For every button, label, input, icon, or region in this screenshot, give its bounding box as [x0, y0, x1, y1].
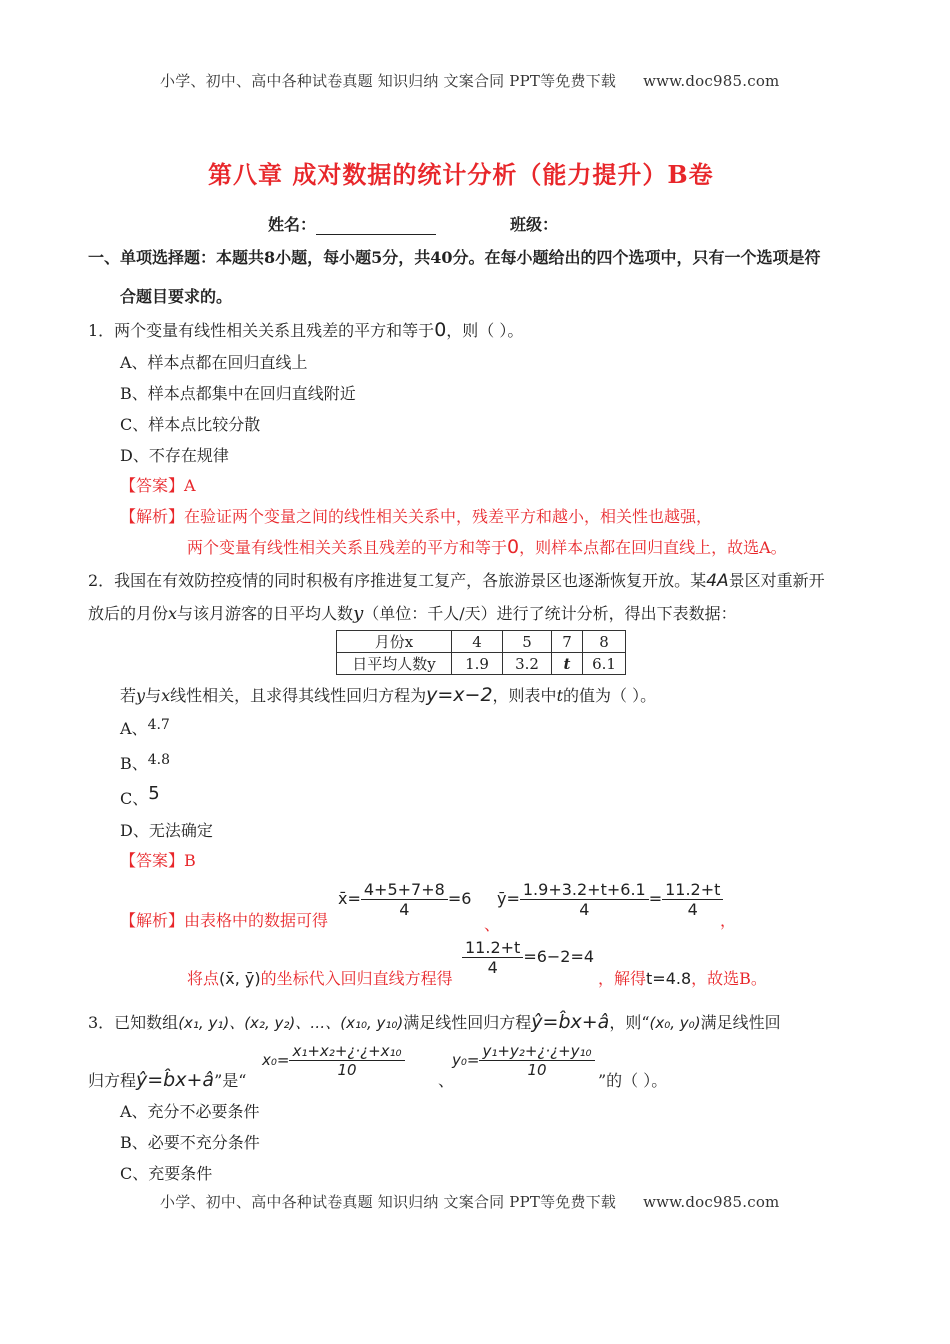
q2-option-a — [120, 716, 170, 739]
q2-xbar-formula — [338, 880, 471, 919]
page-header — [160, 70, 779, 91]
q1-answer — [120, 473, 196, 496]
q3-option-a: A、充分不必要条件 — [120, 1102, 260, 1121]
q3-line1b: 满足线性回归方程 — [403, 1013, 532, 1032]
q3-y0-num: y₁+y₂+¿·¿+y₁₀ — [479, 1042, 594, 1061]
page-footer — [160, 1191, 779, 1212]
q3-line1d: 满足线性回 — [700, 1013, 781, 1032]
q2-sub-num: 11.2+t — [462, 938, 523, 958]
q3-point0: (x₀, y₀) — [649, 1014, 701, 1032]
q2-sub-c: ，解得 — [598, 969, 647, 988]
q3-stem-end: ”的（ ）。 — [598, 1071, 668, 1090]
q2-option-d-value: 无法确定 — [148, 821, 213, 840]
table-cell: 7 — [552, 631, 583, 653]
q3-y0-fraction — [479, 1042, 594, 1079]
q2-option-d — [120, 818, 213, 841]
q2-ybar-mid: = — [648, 889, 663, 908]
q2-var-y: y — [353, 603, 364, 624]
q1-analysis-line1 — [120, 504, 712, 527]
section-heading-line1: 一、单项选择题：本题共8小题，每小题5分，共40分。在每小题给出的四个选项中，只有一个选项是符 — [88, 248, 821, 267]
q1-analysis-text2a: 两个变量有线性相关关系且残差的平方和等于 — [187, 538, 508, 557]
header-text: 小学、初中、高中各种试卷真题 知识归纳 文案合同 PPT等免费下载 — [160, 72, 617, 90]
q2-sub-a: 将点 — [187, 969, 220, 988]
q2-answer — [120, 848, 196, 871]
q2-sub-t: t=4.8 — [646, 969, 692, 988]
q3-option-b: B、必要不充分条件 — [120, 1133, 260, 1152]
q3-separator: 、 — [438, 1071, 455, 1090]
table-cell: 月份x — [337, 631, 452, 653]
q2-line1c: 景区对重新开 — [728, 571, 825, 590]
q2-option-a-value: 4.7 — [147, 717, 170, 733]
q2-ybar-lhs: ȳ= — [497, 889, 520, 908]
table-cell: 1.9 — [452, 653, 503, 675]
q2-substitution-c — [598, 966, 767, 989]
table-cell: t — [552, 653, 583, 675]
q2-analysis-label: 【解析】 — [120, 911, 185, 930]
q2-xbar-rhs: =6 — [447, 889, 472, 908]
q1-zero: 0 — [434, 319, 447, 341]
q2-ybar-fraction — [520, 880, 649, 919]
q3-stem-line1 — [88, 1010, 781, 1033]
q1-stem — [88, 318, 523, 341]
q3-line1a: 3．已知数组 — [88, 1013, 179, 1032]
q2-cond-y: y — [136, 686, 146, 705]
q1-analysis-text1: 在验证两个变量之间的线性相关关系中，残差平方和越小，相关性也越强， — [184, 507, 713, 526]
q3-x0-formula — [262, 1042, 405, 1079]
q2-xbar-lhs: x̄= — [338, 889, 361, 908]
q1-analysis-zero: 0 — [507, 536, 520, 558]
header-site: www.doc985.com — [643, 72, 780, 90]
q2-ybar-fraction2 — [662, 880, 723, 919]
q2-option-b — [120, 751, 170, 774]
q2-cond-b: 与 — [145, 686, 162, 705]
page-title: 第八章 成对数据的统计分析（能力提升）B卷 — [208, 160, 714, 189]
q2-xbar-den: 4 — [399, 900, 410, 919]
q1-stem-text: 1．两个变量有线性相关关系且残差的平方和等于 — [88, 321, 435, 340]
q3-x0-lhs: x₀= — [262, 1051, 290, 1069]
q3-x0-den: 10 — [337, 1061, 357, 1079]
q3-x0-fraction — [289, 1042, 404, 1079]
class-label: 班级： — [510, 215, 559, 234]
q2-cond-t: t — [556, 686, 563, 705]
q2-condition — [120, 683, 656, 706]
name-blank[interactable] — [316, 218, 436, 235]
q3-y0-lhs: y₀= — [452, 1051, 480, 1069]
q3-x0-num: x₁+x₂+¿·¿+x₁₀ — [289, 1042, 404, 1061]
q2-sub-d: ，故选B。 — [691, 969, 767, 988]
table-row — [337, 631, 626, 653]
q2-line1a: 2．我国在有效防控疫情的同时积极有序推进复工复产，各旅游景区也逐渐恢复开放。某 — [88, 571, 707, 590]
q3-option-c: C、充要条件 — [120, 1164, 213, 1183]
q2-sub-den: 4 — [487, 958, 498, 977]
q3-regression-eq: ŷ=b̂x+â — [531, 1011, 610, 1033]
q2-stem-line1 — [88, 568, 825, 591]
q2-ybar-den2: 4 — [687, 900, 698, 919]
q1-stem-end: ，则（ ）。 — [446, 321, 524, 340]
q2-comma: ， — [720, 911, 737, 930]
q2-analysis-text — [120, 908, 328, 931]
q1-analysis-label: 【解析】 — [120, 507, 185, 526]
q2-data-table — [336, 630, 626, 675]
q2-substitution-a — [187, 966, 453, 989]
q1-analysis-text2c: ，则样本点都在回归直线上，故选A。 — [519, 538, 787, 557]
table-cell: 8 — [583, 631, 626, 653]
name-label: 姓名： — [268, 215, 317, 234]
q2-option-c — [120, 783, 160, 809]
q2-line2e: （单位：千人/天）进行了统计分析，得出下表数据： — [363, 604, 737, 623]
table-cell: 3.2 — [503, 653, 552, 675]
q2-sub-formula — [462, 938, 594, 977]
q2-cond-a: 若 — [120, 686, 137, 705]
q2-cond-e: 的值为（ ）。 — [563, 686, 657, 705]
q2-separator: 、 — [484, 915, 501, 934]
table-cell: 5 — [503, 631, 552, 653]
q3-line2b: ”是“ — [214, 1071, 247, 1090]
q2-line2a: 放后的月份 — [88, 604, 169, 623]
q2-cond-x: x — [161, 686, 171, 705]
footer-text: 小学、初中、高中各种试卷真题 知识归纳 文案合同 PPT等免费下载 — [160, 1193, 617, 1211]
q2-stem-line2 — [88, 601, 737, 624]
q1-option-d: D、不存在规律 — [120, 446, 229, 465]
q3-points: (x₁, y₁)、(x₂, y₂)、…、(x₁₀, y₁₀) — [178, 1014, 404, 1032]
q2-option-c-value: 5 — [148, 783, 160, 804]
q2-xbar-num: 4+5+7+8 — [361, 880, 448, 900]
q2-regression-eq: y=x−2 — [426, 684, 493, 706]
q3-regression-eq-2: ŷ=b̂x+â — [136, 1069, 215, 1091]
q3-line1c: ，则“ — [609, 1013, 650, 1032]
q1-answer-label: 【答案】 — [120, 476, 185, 495]
q3-line2a: 归方程 — [88, 1071, 137, 1090]
q1-option-c: C、样本点比较分散 — [120, 415, 261, 434]
q2-analysis-intro: 由表格中的数据可得 — [184, 911, 329, 930]
table-cell: 6.1 — [583, 653, 626, 675]
q2-option-a-label: A、 — [120, 719, 148, 738]
q2-cond-d: ，则表中 — [492, 686, 557, 705]
q2-option-c-label: C、 — [120, 789, 149, 808]
table-cell: 4 — [452, 631, 503, 653]
q2-answer-label: 【答案】 — [120, 851, 185, 870]
q2-sub-rhs: =6−2=4 — [523, 947, 595, 966]
q2-option-b-value: 4.8 — [147, 752, 171, 768]
q2-ybar-num2: 11.2+t — [662, 880, 723, 900]
q1-analysis-line2 — [187, 535, 787, 558]
table-row — [337, 653, 626, 675]
q2-ybar-formula — [497, 880, 723, 919]
q2-line2c: 与该月游客的日平均人数 — [177, 604, 354, 623]
q2-cond-c: 线性相关，且求得其线性回归方程为 — [170, 686, 427, 705]
q2-sub-b: 的坐标代入回归直线方程得 — [260, 969, 453, 988]
q2-option-d-label: D、 — [120, 821, 149, 840]
q2-4a: 4A — [706, 571, 729, 591]
section-heading-line2: 合题目要求的。 — [120, 287, 233, 306]
name-field — [268, 212, 436, 235]
q2-ybar-num: 1.9+3.2+t+6.1 — [520, 880, 649, 900]
q2-sub-point: (x̄, ȳ) — [219, 969, 261, 988]
q3-y0-den: 10 — [527, 1061, 547, 1079]
q2-option-b-label: B、 — [120, 754, 148, 773]
q3-y0-formula — [452, 1042, 595, 1079]
q1-option-a: A、样本点都在回归直线上 — [120, 353, 308, 372]
q2-sub-fraction — [462, 938, 523, 977]
footer-site: www.doc985.com — [643, 1193, 780, 1211]
q3-stem-line2a — [88, 1068, 246, 1091]
table-cell: 日平均人数y — [337, 653, 452, 675]
q2-ybar-den: 4 — [579, 900, 590, 919]
q2-answer-value: B — [184, 851, 196, 870]
q1-answer-value: A — [184, 476, 196, 495]
q2-var-x: x — [168, 604, 178, 623]
q1-option-b: B、样本点都集中在回归直线附近 — [120, 384, 356, 403]
q2-xbar-fraction — [361, 880, 448, 919]
